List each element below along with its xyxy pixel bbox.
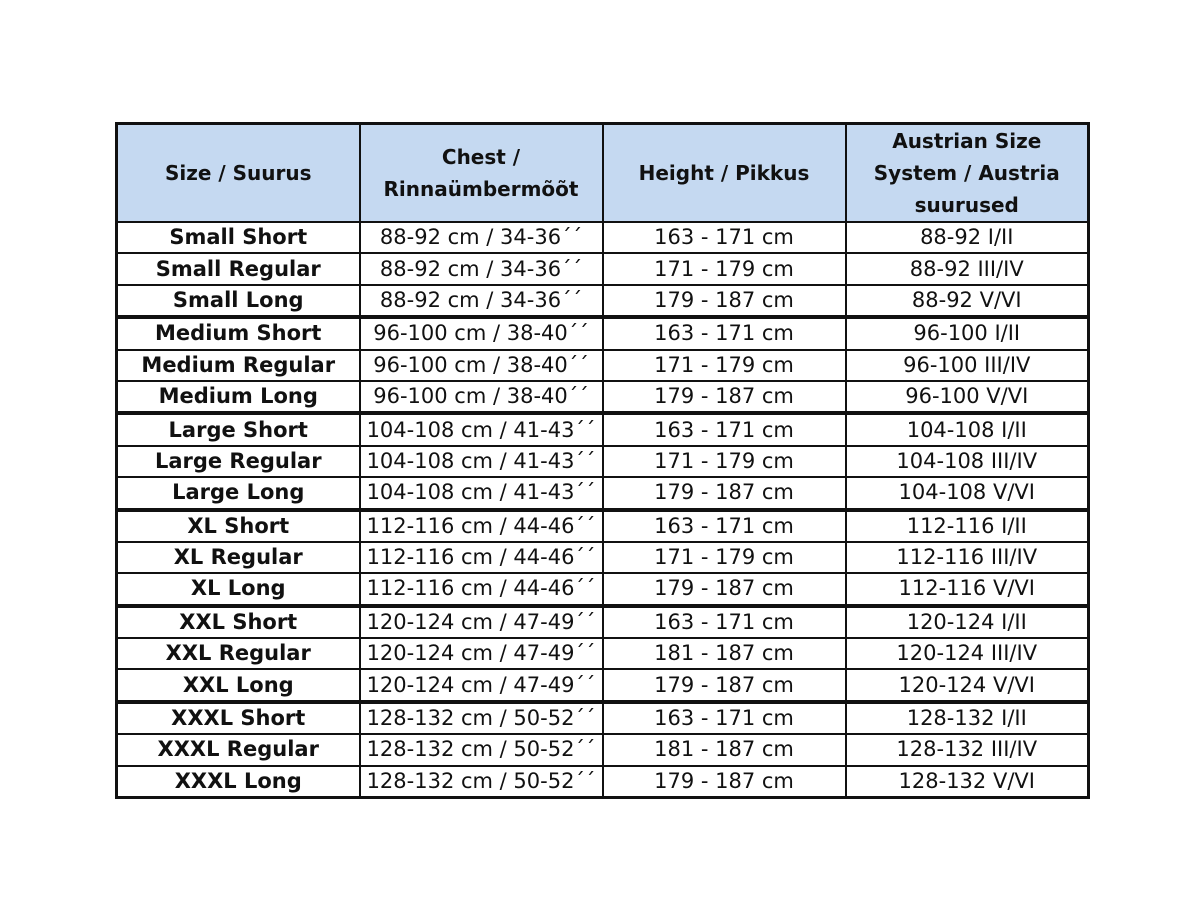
austrian-size-cell: 104-108 V/VI <box>846 477 1089 509</box>
height-cell: 179 - 187 cm <box>603 766 846 798</box>
austrian-size-cell: 128-132 I/II <box>846 702 1089 734</box>
table-body <box>117 222 1089 798</box>
chest-cell: 104-108 cm / 41-43´´ <box>360 477 603 509</box>
size-cell: Small Short <box>117 222 360 253</box>
austrian-size-cell: 88-92 I/II <box>846 222 1089 253</box>
austrian-size-cell: 88-92 V/VI <box>846 285 1089 317</box>
header-austrian-size: Austrian Size System / Austria suurused <box>846 124 1089 223</box>
austrian-size-cell: 120-124 I/II <box>846 606 1089 638</box>
size-chart-table <box>115 122 1090 799</box>
size-cell: XXL Long <box>117 669 360 701</box>
austrian-size-cell: 120-124 V/VI <box>846 669 1089 701</box>
chest-cell: 120-124 cm / 47-49´´ <box>360 638 603 669</box>
size-cell: XXL Regular <box>117 638 360 669</box>
austrian-size-cell: 104-108 I/II <box>846 413 1089 445</box>
chest-cell: 96-100 cm / 38-40´´ <box>360 350 603 381</box>
austrian-size-cell: 128-132 III/IV <box>846 734 1089 765</box>
table-row <box>117 702 1089 734</box>
height-cell: 179 - 187 cm <box>603 381 846 413</box>
austrian-size-cell: 96-100 I/II <box>846 317 1089 349</box>
austrian-size-cell: 96-100 V/VI <box>846 381 1089 413</box>
height-cell: 163 - 171 cm <box>603 606 846 638</box>
chest-cell: 112-116 cm / 44-46´´ <box>360 510 603 542</box>
chest-cell: 112-116 cm / 44-46´´ <box>360 542 603 573</box>
header-size: Size / Suurus <box>117 124 360 223</box>
table-row <box>117 285 1089 317</box>
height-cell: 163 - 171 cm <box>603 222 846 253</box>
chest-cell: 88-92 cm / 34-36´´ <box>360 253 603 284</box>
size-cell: Small Regular <box>117 253 360 284</box>
height-cell: 171 - 179 cm <box>603 542 846 573</box>
austrian-size-cell: 112-116 V/VI <box>846 573 1089 605</box>
size-cell: XL Regular <box>117 542 360 573</box>
chest-cell: 88-92 cm / 34-36´´ <box>360 285 603 317</box>
chest-cell: 120-124 cm / 47-49´´ <box>360 606 603 638</box>
size-cell: Large Regular <box>117 446 360 477</box>
austrian-size-cell: 88-92 III/IV <box>846 253 1089 284</box>
size-cell: XXXL Long <box>117 766 360 798</box>
austrian-size-cell: 112-116 III/IV <box>846 542 1089 573</box>
size-cell: Large Short <box>117 413 360 445</box>
height-cell: 163 - 171 cm <box>603 317 846 349</box>
height-cell: 179 - 187 cm <box>603 573 846 605</box>
size-cell: Medium Long <box>117 381 360 413</box>
table-row <box>117 350 1089 381</box>
height-cell: 179 - 187 cm <box>603 477 846 509</box>
chest-cell: 128-132 cm / 50-52´´ <box>360 702 603 734</box>
chest-cell: 96-100 cm / 38-40´´ <box>360 317 603 349</box>
table-row <box>117 446 1089 477</box>
height-cell: 179 - 187 cm <box>603 285 846 317</box>
size-cell: XXXL Regular <box>117 734 360 765</box>
chest-cell: 96-100 cm / 38-40´´ <box>360 381 603 413</box>
table-row <box>117 413 1089 445</box>
chest-cell: 104-108 cm / 41-43´´ <box>360 413 603 445</box>
austrian-size-cell: 128-132 V/VI <box>846 766 1089 798</box>
table-row <box>117 542 1089 573</box>
size-cell: XXXL Short <box>117 702 360 734</box>
table-row <box>117 638 1089 669</box>
table-row <box>117 669 1089 701</box>
height-cell: 181 - 187 cm <box>603 638 846 669</box>
table-row <box>117 381 1089 413</box>
table-row <box>117 734 1089 765</box>
austrian-size-cell: 120-124 III/IV <box>846 638 1089 669</box>
height-cell: 171 - 179 cm <box>603 350 846 381</box>
table-row <box>117 573 1089 605</box>
size-cell: XXL Short <box>117 606 360 638</box>
chest-cell: 120-124 cm / 47-49´´ <box>360 669 603 701</box>
table-row <box>117 477 1089 509</box>
size-cell: XL Short <box>117 510 360 542</box>
table-row <box>117 222 1089 253</box>
table-row <box>117 606 1089 638</box>
austrian-size-cell: 104-108 III/IV <box>846 446 1089 477</box>
size-cell: Medium Short <box>117 317 360 349</box>
chest-cell: 104-108 cm / 41-43´´ <box>360 446 603 477</box>
height-cell: 181 - 187 cm <box>603 734 846 765</box>
table-header <box>117 124 1089 223</box>
header-height: Height / Pikkus <box>603 124 846 223</box>
austrian-size-cell: 112-116 I/II <box>846 510 1089 542</box>
chest-cell: 128-132 cm / 50-52´´ <box>360 734 603 765</box>
chest-cell: 128-132 cm / 50-52´´ <box>360 766 603 798</box>
table-row <box>117 766 1089 798</box>
table-row <box>117 510 1089 542</box>
table-row <box>117 317 1089 349</box>
austrian-size-cell: 96-100 III/IV <box>846 350 1089 381</box>
chest-cell: 112-116 cm / 44-46´´ <box>360 573 603 605</box>
height-cell: 171 - 179 cm <box>603 446 846 477</box>
size-cell: Large Long <box>117 477 360 509</box>
height-cell: 179 - 187 cm <box>603 669 846 701</box>
size-cell: Medium Regular <box>117 350 360 381</box>
height-cell: 163 - 171 cm <box>603 702 846 734</box>
header-row <box>117 124 1089 223</box>
height-cell: 163 - 171 cm <box>603 510 846 542</box>
height-cell: 163 - 171 cm <box>603 413 846 445</box>
size-cell: Small Long <box>117 285 360 317</box>
header-chest: Chest / Rinnaümbermõõt <box>360 124 603 223</box>
table-row <box>117 253 1089 284</box>
size-cell: XL Long <box>117 573 360 605</box>
height-cell: 171 - 179 cm <box>603 253 846 284</box>
chest-cell: 88-92 cm / 34-36´´ <box>360 222 603 253</box>
